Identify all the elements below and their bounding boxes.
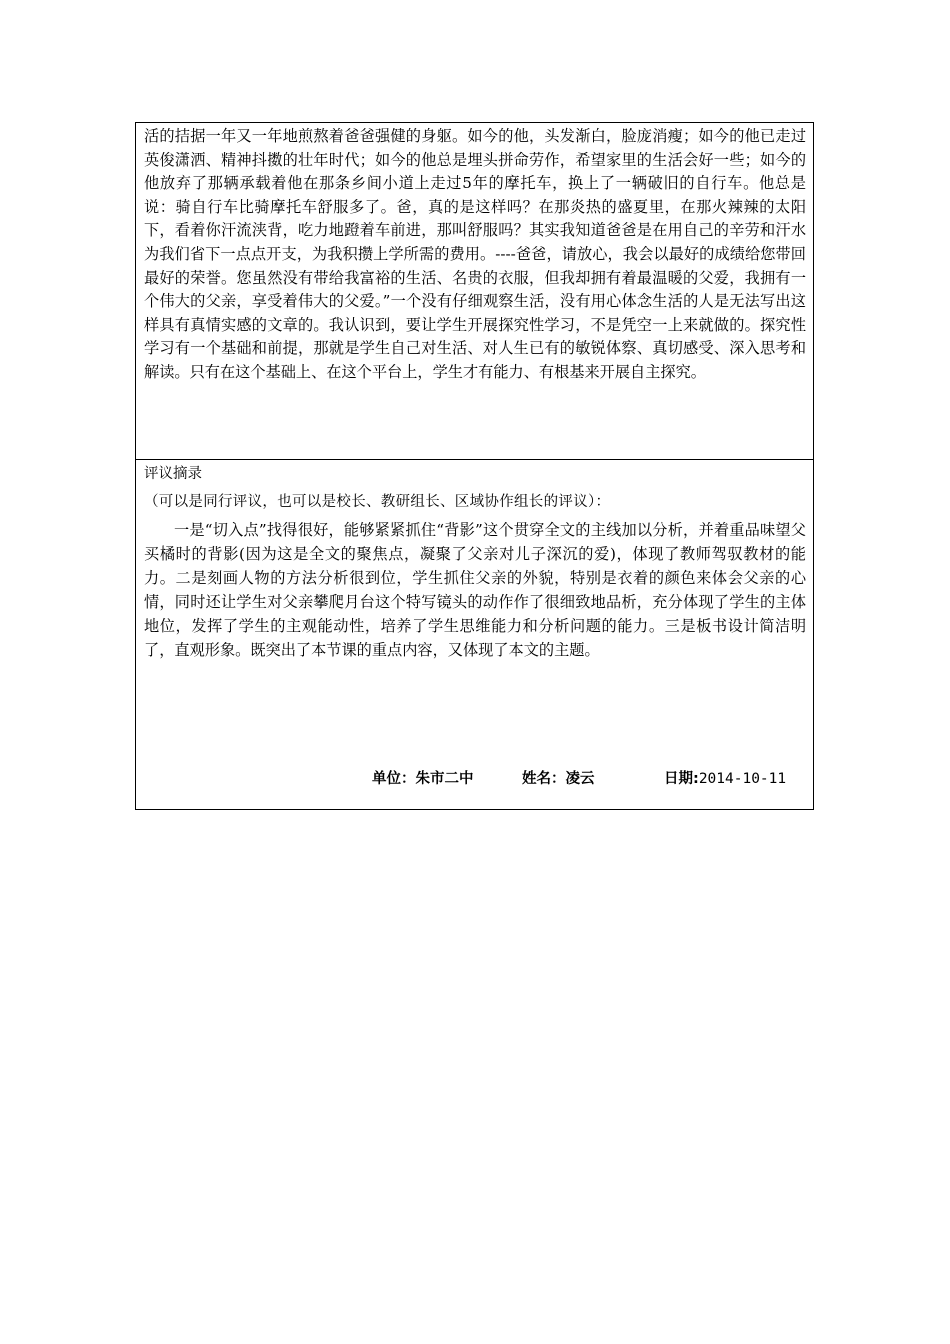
review-cell <box>136 460 813 809</box>
name-label: 姓名：凌云 <box>522 771 595 787</box>
review-note: （可以是同行评议，也可以是校长、教研组长、区域协作组长的评议）： <box>144 494 611 510</box>
date-value: 2014-10-11 <box>698 771 787 787</box>
signature-line <box>136 767 813 791</box>
reflection-paragraph: 活的拮据一年又一年地煎熬着爸爸强健的身躯。如今的他，头发渐白，脸庞消瘦；如今的他已走过英俊潇洒、精神抖擞的壮年时代；如今的他总是埋头拼命劳作，希望家里的生活会好一些；如今的他放弃了那辆承载着他在那条乡间小道上走过5年的摩托车，换上了一辆破旧的自行车。他总是说：骑自行车比骑摩托车舒服多了。爸，真的是这样吗？在那炎热的盛夏里，在那火辣辣的太阳下，看着你汗流浃背，吃力地蹬着车前进，那叫舒服吗？其实我知道爸爸是在用自己的辛劳和汗水为我们省下一点点开支，为我积攒上学所需的费用。----爸爸，请放心，我会以最好的成绩给您带回最好的荣誉。您虽然没有带给我富裕的生活、名贵的衣服，但我却拥有着最温暖的父爱，我拥有一个伟大的父亲，享受着伟大的父爱。”一个没有仔细观察生活，没有用心体念生活的人是无法写出这样具有真情实感的文章的。我认识到，要让学生开展探究性学习，不是凭空一上来就做的。探究性学习有一个基础和前提，那就是学生自己对生活、对人生已有的敏锐体察、真切感受、深入思考和解读。只有在这个基础上、在这个平台上，学生才有能力、有根基来开展自主探究。 <box>144 127 806 381</box>
review-heading: 评议摘录 <box>144 466 202 482</box>
document-table <box>135 122 814 810</box>
reflection-cell <box>136 123 813 460</box>
review-text: 一是“切入点”找得很好，能够紧紧抓住“背影”这个贯穿全文的主线加以分析，并着重品味望父买橘时的背影(因为这是全文的聚焦点，凝聚了父亲对儿子深沉的爱)，体现了教师驾驭教材的能力。二是刻画人物的方法分析很到位，学生抓住父亲的外貌，特别是衣着的颜色来体会父亲的心情，同时还让学生对父亲攀爬月台这个特写镜头的动作作了很细致地品析，充分体现了学生的主体地位，发挥了学生的主观能动性，培养了学生思维能力和分析问题的能力。三是板书设计简洁明了，直观形象。既突出了本节课的重点内容，又体现了本文的主题。 <box>144 521 806 659</box>
unit-label: 单位：朱市二中 <box>372 771 474 787</box>
date-label: 日期: <box>664 771 699 787</box>
date-field <box>664 767 786 791</box>
